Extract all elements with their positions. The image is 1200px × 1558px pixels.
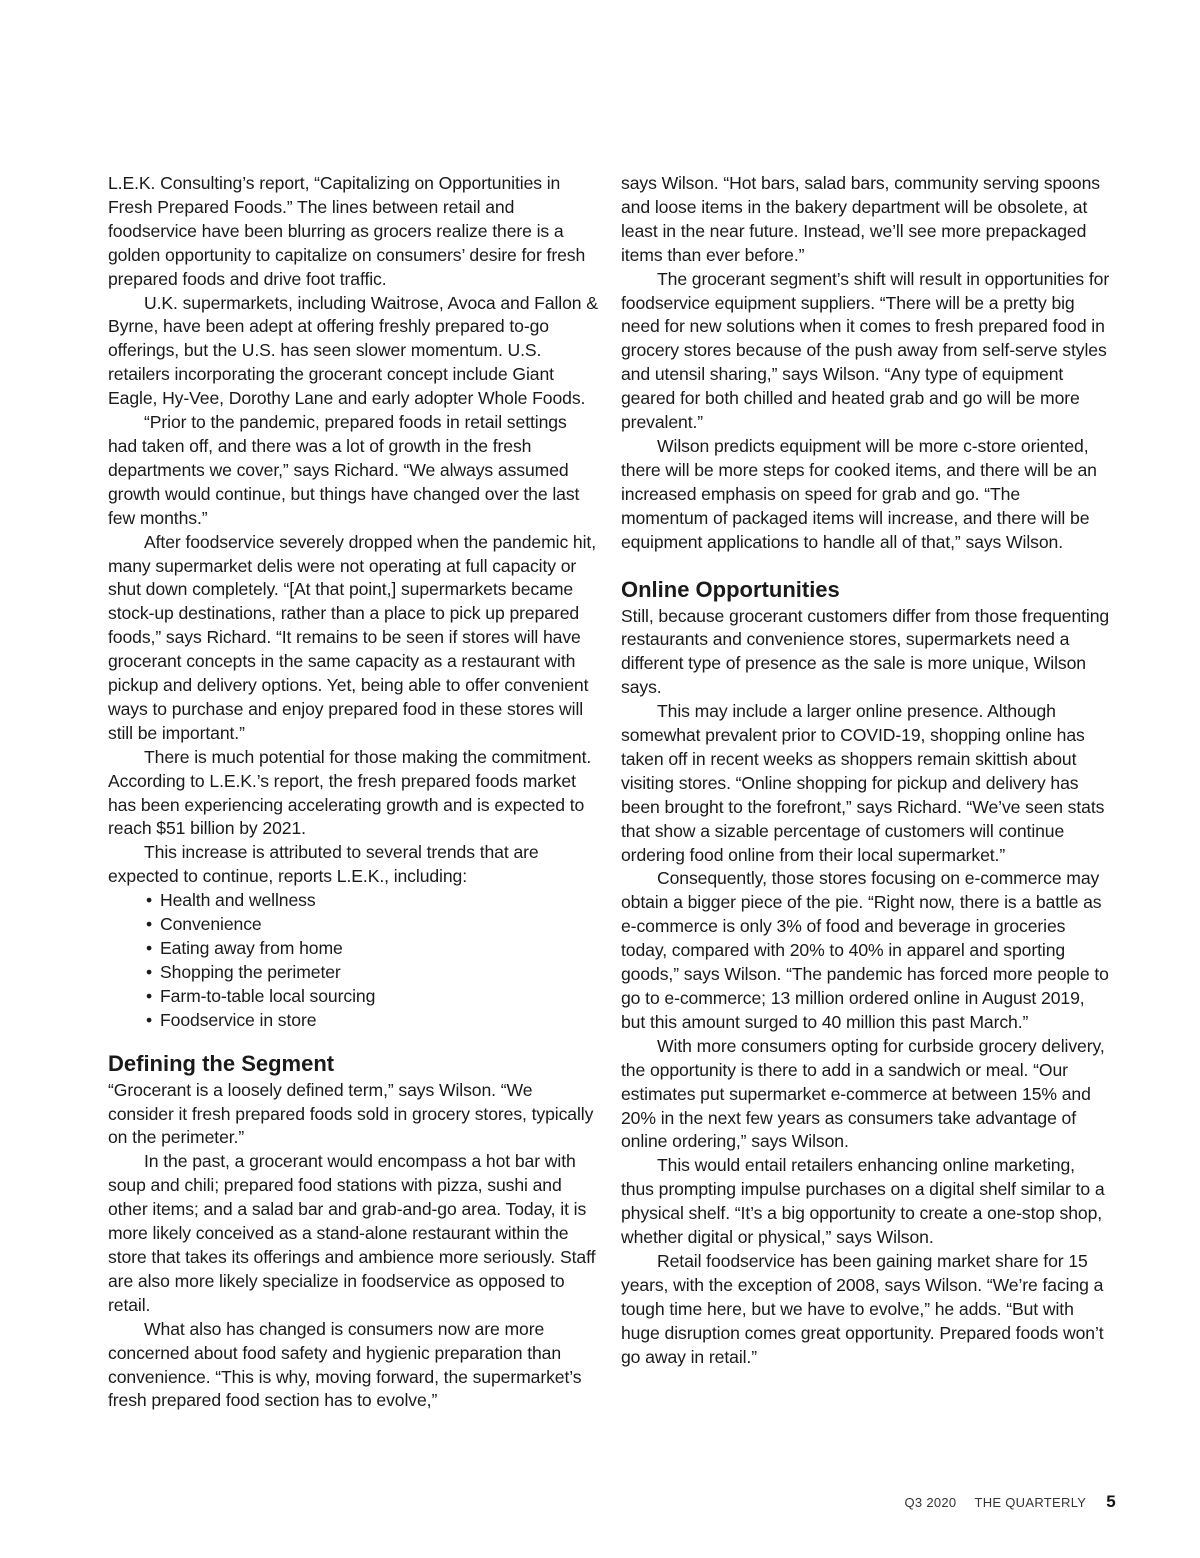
section-heading-defining-segment: Defining the Segment bbox=[108, 1050, 335, 1076]
paragraph: In the past, a grocerant would encompass a hot bar with soup and chili; prepared food stations with pizza, sushi and other items; and a salad bar and grab-and-go area. Today, it is more likely conceived as a stand-alone restaurant within the store that takes its offerings and ambience more seriously. Staff are also more likely specialize in foodservice as opposed to retail. bbox=[108, 1151, 596, 1315]
paragraph: L.E.K. Consulting’s report, “Capitalizing on Opportunities in Fresh Prepared Foods.” The lines between retail and foodservice have been blurring as grocers realize there is a golden opportunity to capitalize on consumers’ desire for fresh prepared foods and drive foot traffic. bbox=[108, 173, 586, 289]
page-number: 5 bbox=[1106, 1492, 1116, 1511]
left-column bbox=[108, 172, 598, 1413]
magazine-name: THE QUARTERLY bbox=[974, 1495, 1087, 1510]
paragraph: This increase is attributed to several trends that are expected to continue, reports L.E.K., including: bbox=[108, 842, 539, 887]
section-heading-online-opportunities: Online Opportunities bbox=[621, 576, 840, 602]
paragraph: Consequently, those stores focusing on e-commerce may obtain a bigger piece of the pie. “Right now, there is a battle as e-commerce is only 3% of food and beverage in groceries today, compared with 20% to 40% in apparel and sporting goods,” says Wilson. “The pandemic has forced more people to go to e-commerce; 13 million ordered online in August 2019, but this amount surged to 40 million this past March.” bbox=[621, 868, 1109, 1032]
list-item: • Eating away from home bbox=[108, 937, 598, 961]
list-item: • Health and wellness bbox=[108, 889, 598, 913]
paragraph: Wilson predicts equipment will be more c-store oriented, there will be more steps for cooked items, and there will be an increased emphasis on speed for grab and go. “The momentum of packaged items will increase, and there will be equipment applications to handle all of that,” says Wilson. bbox=[621, 435, 1097, 552]
paragraph: There is much potential for those making the commitment. According to L.E.K.’s report, the fresh prepared foods market has been experiencing accelerating growth and is expected to reach $51 billion by 2021. bbox=[108, 746, 592, 839]
paragraph: “Grocerant is a loosely defined term,” says Wilson. “We consider it fresh prepared foods sold in grocery stores, typically on the perimeter.” bbox=[108, 1079, 594, 1148]
paragraph: After foodservice severely dropped when the pandemic hit, many supermarket delis were not operating at full capacity or shut down completely. “[At that point,] supermarkets became stock-up destinations, rather than a place to pick up prepared foods,” says Richard. “It remains to be seen if stores will have grocerant concepts in the same capacity as a restaurant with pickup and delivery options. Yet, being able to offer convenient ways to purchase and enjoy prepared food in these stores will still be important.” bbox=[108, 531, 596, 743]
list-item: • Shopping the perimeter bbox=[108, 961, 598, 985]
paragraph: Still, because grocerant customers differ from those frequenting restaurants and convenience stores, supermarkets need a different type of presence as the sale is more unique, Wilson says. bbox=[621, 605, 1110, 698]
paragraph: U.K. supermarkets, including Waitrose, Avoca and Fallon & Byrne, have been adept at offering freshly prepared to-go offerings, but the U.S. has seen slower momentum. U.S. retailers incorporating the grocerant concept include Giant Eagle, Hy-Vee, Dorothy Lane and early adopter Whole Foods. bbox=[108, 292, 598, 409]
list-item: • Foodservice in store bbox=[108, 1009, 598, 1033]
paragraph: This may include a larger online presence. Although somewhat prevalent prior to COVID-19, shopping online has taken off in recent weeks as shoppers remain skittish about visiting stores. “Online shopping for pickup and delivery has been brought to the forefront,” says Richard. “We’ve seen stats that show a sizable percentage of customers will continue ordering food online from their local supermarket.” bbox=[621, 701, 1105, 865]
paragraph: With more consumers opting for curbside grocery delivery, the opportunity is there to add in a sandwich or meal. “Our estimates put supermarket e-commerce at between 15% and 20% in the next few years as consumers take advantage of online ordering,” says Wilson. bbox=[621, 1035, 1105, 1152]
trends-list bbox=[108, 889, 598, 1032]
paragraph: This would entail retailers enhancing online marketing, thus prompting impulse purchases on a digital shelf similar to a physical shelf. “It’s a big opportunity to create a one-stop shop, whether digital or physical,” says Wilson. bbox=[621, 1155, 1105, 1248]
paragraph: “Prior to the pandemic, prepared foods in retail settings had taken off, and there was a lot of growth in the fresh departments we cover,” says Richard. “We always assumed growth would continue, but things have changed over the last few months.” bbox=[108, 412, 580, 528]
list-item: • Farm-to-table local sourcing bbox=[108, 985, 598, 1009]
paragraph: says Wilson. “Hot bars, salad bars, community serving spoons and loose items in the bakery department will be obsolete, at least in the near future. Instead, we’ll see more prepackaged items than ever before.” bbox=[621, 173, 1100, 265]
issue-label: Q3 2020 bbox=[904, 1495, 957, 1510]
page-footer bbox=[904, 1492, 1116, 1512]
right-column bbox=[621, 172, 1111, 1370]
list-item: • Convenience bbox=[108, 913, 598, 937]
paragraph: The grocerant segment’s shift will result in opportunities for foodservice equipment suppliers. “There will be a pretty big need for new solutions when it comes to fresh prepared food in grocery stores because of the push away from self-serve styles and utensil sharing,” says Wilson. “Any type of equipment geared for both chilled and heated grab and go will be more prevalent.” bbox=[621, 268, 1110, 433]
paragraph: Retail foodservice has been gaining market share for 15 years, with the exception of 2008, says Wilson. “We’re facing a tough time here, but we have to evolve,” he adds. “But with huge disruption comes great opportunity. Prepared foods won’t go away in retail.” bbox=[621, 1250, 1104, 1367]
paragraph: What also has changed is consumers now are more concerned about food safety and hygienic preparation than convenience. “This is why, moving forward, the supermarket’s fresh prepared food section has to evolve,” bbox=[108, 1318, 582, 1411]
